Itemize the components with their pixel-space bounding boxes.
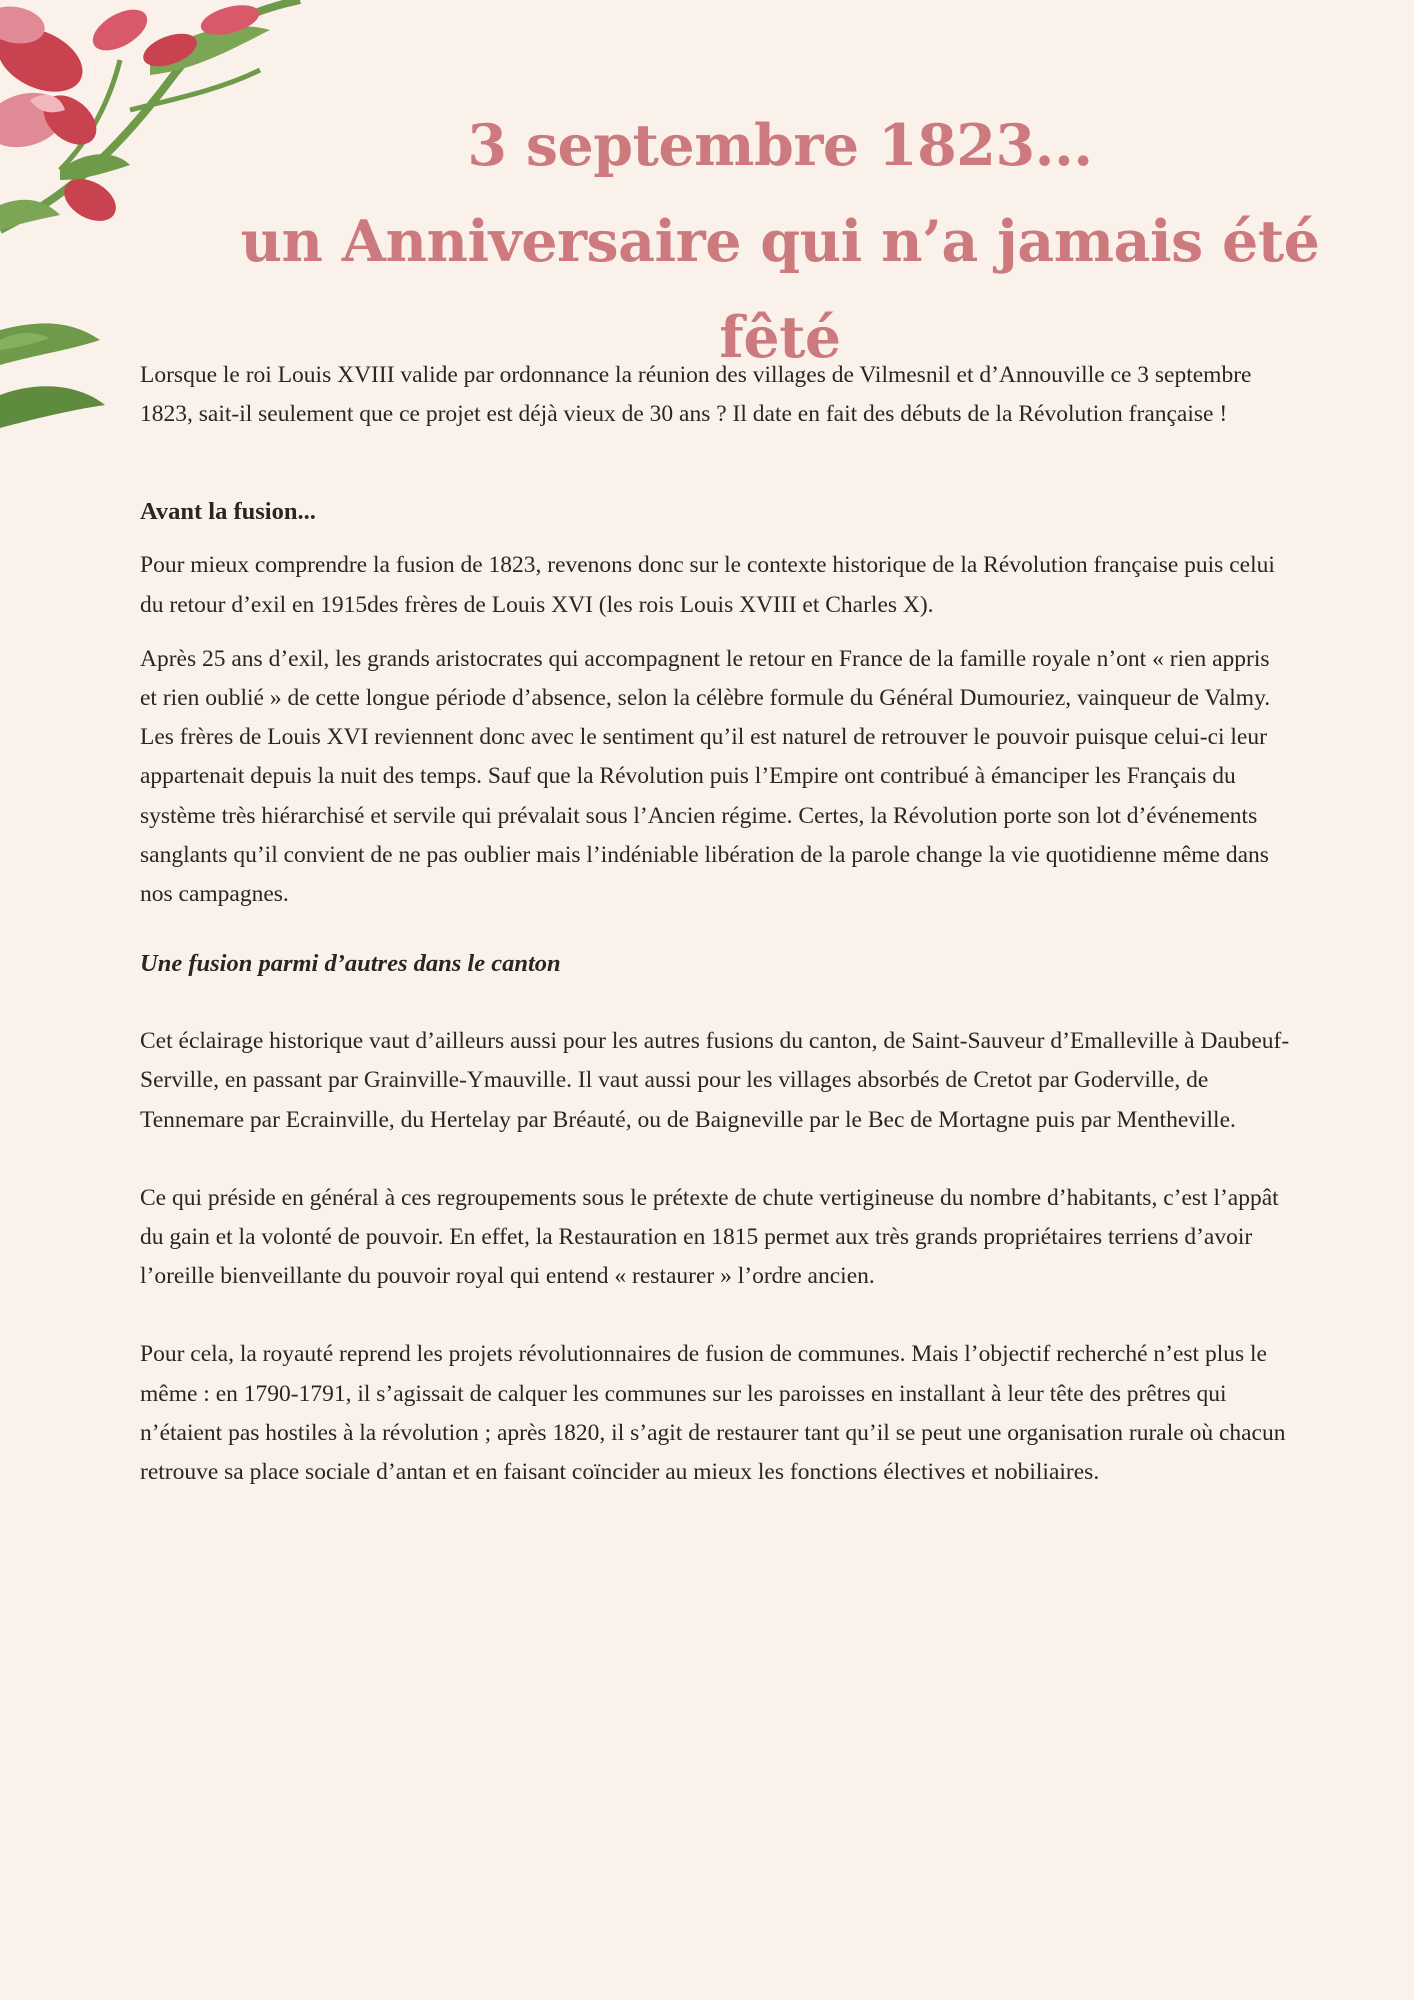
body-paragraph: Cet éclairage historique vaut d’ailleurs aussi pour les autres fusions du canton, de Saint-Sauveur d’Emalleville à Daubeuf-Serville, en passant par Grainville-Ymauville. Il vaut aussi pour les villages absorbés de Cretot par Goderville, de Tennemare par Ecrainville, du Hertelay par Bréauté, ou de Baigneville par le Bec de Mortagne puis par Mentheville. xyxy=(140,1028,1290,1133)
title-line-1: 3 septembre 1823... xyxy=(467,112,1093,179)
intro-paragraph: Lorsque le roi Louis XVIII valide par ordonnance la réunion des villages de Vilmesnil et d’Annouville ce 3 septembre 1823, sait-il seulement que ce projet est déjà vieux de 30 ans ? Il date en fait des débuts de la Révolution française ! xyxy=(140,362,1252,428)
body-paragraph: Pour mieux comprendre la fusion de 1823, revenons donc sur le contexte historique de la Révolution française puis celui du retour d’exil en 1915des frères de Louis XVI (les rois Louis XVIII et Charles X). xyxy=(140,552,1275,618)
body-paragraph: Ce qui préside en général à ces regroupements sous le prétexte de chute vertigineuse du nombre d’habitants, c’est l’appât du gain et la volonté de pouvoir. En effet, la Restauration en 1815 permet aux très grands propriétaires terriens d’avoir l’oreille bienveillante du pouvoir royal qui entend « restaurer » l’ordre ancien. xyxy=(140,1184,1279,1290)
section-heading-before-fusion: Avant la fusion... xyxy=(140,498,316,526)
article-body xyxy=(140,356,1290,1492)
body-paragraph: Après 25 ans d’exil, les grands aristocrates qui accompagnent le retour en France de la famille royale n’ont « rien appris et rien oublié » de cette longue période d’absence, selon la célèbre formule du Général Dumouriez, vainqueur de Valmy. Les frères de Louis XVI reviennent donc avec le sentiment qu’il est naturel de retrouver le pouvoir puisque celui-ci leur appartenait depuis la nuit des temps. Sauf que la Révolution puis l’Empire ont contribué à émanciper les Français du système très hiérarchisé et servile qui prévalait sous l’Ancien régime. Certes, la Révolution porte son lot d’événements sanglants qu’il convient de ne pas oublier mais l’indéniable libération de la parole change la vie quotidienne même dans nos campagnes. xyxy=(140,645,1271,908)
page-title xyxy=(180,98,1380,386)
body-paragraph: Pour cela, la royauté reprend les projets révolutionnaires de fusion de communes. Mais l’objectif recherché n’est plus le même : en 1790-1791, il s’agissait de calquer les communes sur les paroisses en installant à leur tête des prêtres qui n’étaient pas hostiles à la révolution ; après 1820, il s’agit de restaurer tant qu’il se peut une organisation rurale où chacun retrouve sa place sociale d’antan et en faisant coïncider au mieux les fonctions électives et nobiliaires. xyxy=(140,1341,1286,1486)
title-line-2: un Anniversaire qui n’a jamais été fêté xyxy=(240,208,1320,371)
section-heading-canton: Une fusion parmi d’autres dans le canton xyxy=(140,950,561,978)
